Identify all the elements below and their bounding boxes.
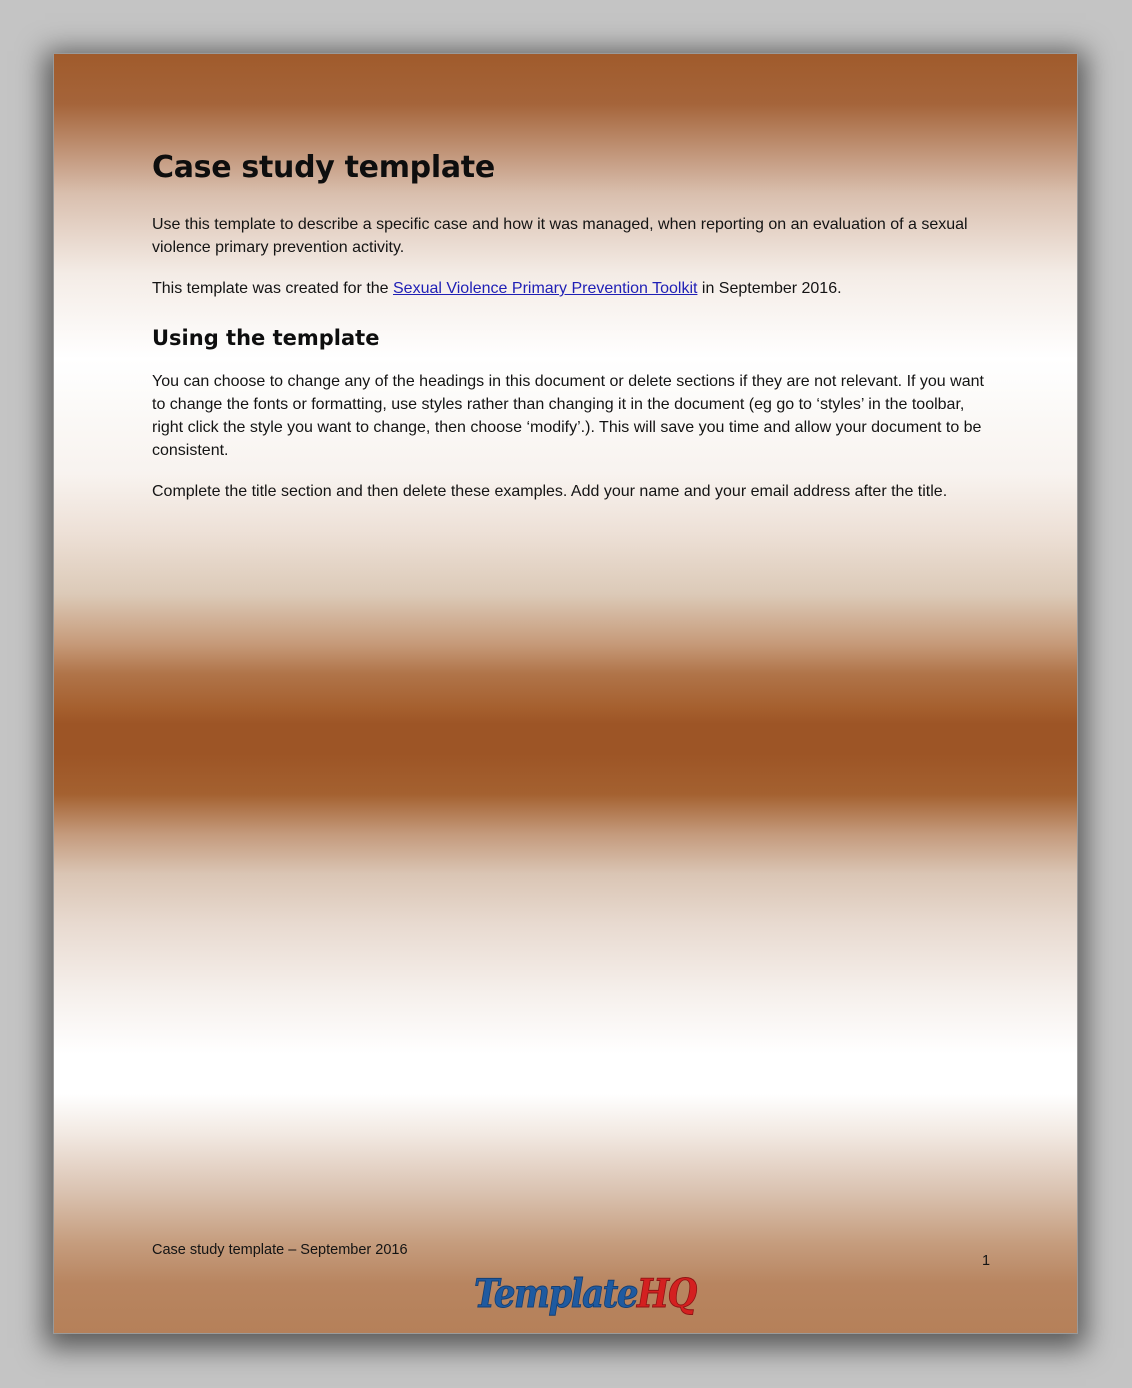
logo-hq-part: HQ	[637, 1270, 696, 1317]
usage-paragraph: You can choose to change any of the headings in this document or delete sections if they are not relevant. If you want to change the fonts or formatting, use styles rather than changing it in the document (eg go to ‘styles’ in the toolbar, right click the style you want to change, then choose ‘modify’.). This will save you time and allow your document to be consistent.	[152, 373, 984, 459]
created-paragraph	[152, 277, 992, 300]
page-title: Case study template	[152, 150, 495, 185]
complete-paragraph: Complete the title section and then delete these examples. Add your name and your email address after the title.	[152, 483, 948, 500]
toolkit-link[interactable]: Sexual Violence Primary Prevention Toolkit	[393, 280, 698, 297]
section-heading: Using the template	[152, 326, 380, 350]
svg-text:TemplateHQ	[474, 1271, 697, 1317]
document-body	[152, 150, 992, 521]
logo-template-part: Template	[474, 1270, 638, 1317]
document-page	[53, 53, 1078, 1334]
templatehq-logo	[472, 1270, 696, 1322]
intro-paragraph: Use this template to describe a specific case and how it was managed, when reporting on an evaluation of a sexual violence primary prevention activity.	[152, 216, 968, 256]
footer-text: Case study template – September 2016	[152, 1242, 408, 1258]
created-prefix-text: This template was created for the	[152, 280, 393, 297]
page-number: 1	[982, 1253, 991, 1269]
created-suffix-text: in September 2016.	[697, 280, 842, 297]
